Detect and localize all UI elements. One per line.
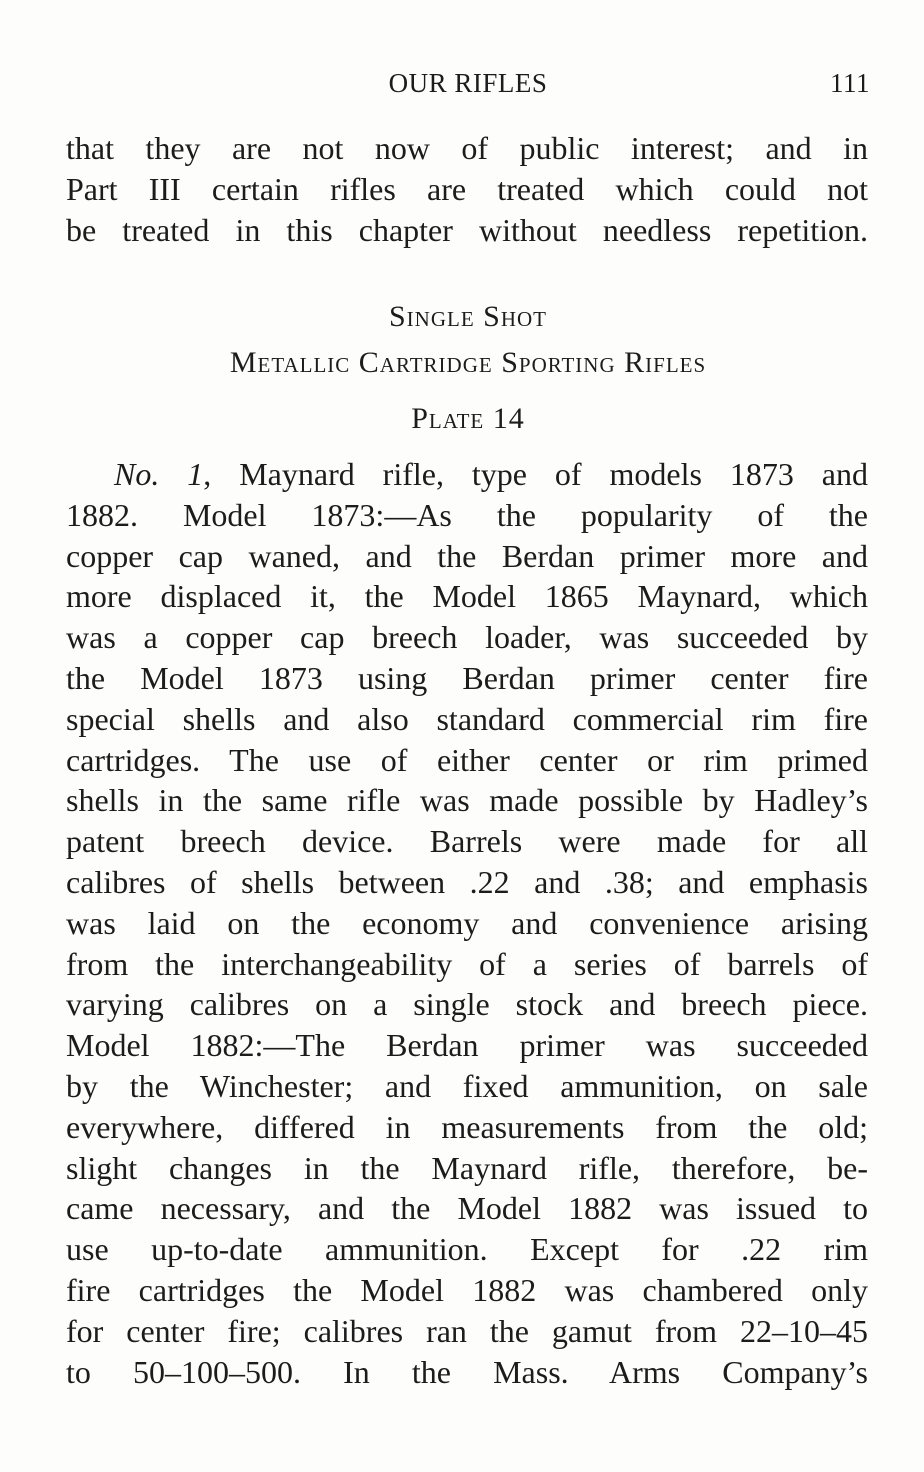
text-line: use up-to-date ammunition. Except for .22 rim: [66, 1231, 868, 1268]
running-head: [66, 68, 870, 108]
text-line: by the Winchester; and fixed ammunition, on sale: [66, 1067, 868, 1104]
text-line: 1882. Model 1873:—As the popularity of the: [66, 496, 868, 533]
text-line: the Model 1873 using Berdan primer center fire: [66, 659, 868, 696]
body-paragraph: [66, 454, 868, 1392]
text-line: was a copper cap breech loader, was succeeded by: [66, 619, 868, 656]
text-line: more displaced it, the Model 1865 Maynard, which: [66, 578, 868, 615]
text-line: shells in the same rifle was made possible by Hadley’s: [66, 782, 868, 819]
text-line: slight changes in the Maynard rifle, therefore, be-: [66, 1149, 868, 1186]
text-line: for center fire; calibres ran the gamut from 22–10–45: [66, 1312, 868, 1349]
text-line: to 50–100–500. In the Mass. Arms Company’s: [66, 1353, 868, 1390]
text-line: that they are not now of public interest; and in: [66, 130, 868, 166]
text-line: cartridges. The use of either center or rim primed: [66, 741, 868, 778]
section-heading: Single Shot: [388, 300, 547, 333]
text-line: was laid on the economy and convenience arising: [66, 904, 868, 941]
text-line: came necessary, and the Model 1882 was issued to: [66, 1190, 868, 1227]
running-title: OUR RIFLES: [388, 68, 548, 98]
text-line: Model 1882:—The Berdan primer was succeeded: [66, 1027, 868, 1064]
section-subheading: Metallic Cartridge Sporting Rifles: [229, 346, 707, 379]
first-line-text: , Maynard rifle, type of models 1873 and: [203, 456, 868, 492]
text-line: from the interchangeability of a series of barrels of: [66, 945, 868, 982]
text-line: special shells and also standard commercial rim fire: [66, 700, 868, 737]
text-line: patent breech device. Barrels were made for all: [66, 823, 868, 860]
item-label: No. 1: [114, 456, 204, 492]
plate-heading: Plate 14: [411, 402, 525, 435]
page-number: 111: [830, 68, 870, 98]
text-line: copper cap waned, and the Berdan primer more and: [66, 537, 868, 574]
text-line: fire cartridges the Model 1882 was chambered only: [66, 1271, 868, 1308]
intro-paragraph: [66, 128, 868, 250]
text-line: Part III certain rifles are treated which could not: [66, 170, 868, 207]
text-line: be treated in this chapter without needless repetition.: [66, 211, 868, 248]
text-line: [66, 454, 868, 495]
text-line: everywhere, differed in measurements from the old;: [66, 1108, 868, 1145]
text-line: calibres of shells between .22 and .38; and emphasis: [66, 863, 868, 900]
text-line: varying calibres on a single stock and breech piece.: [66, 986, 868, 1023]
